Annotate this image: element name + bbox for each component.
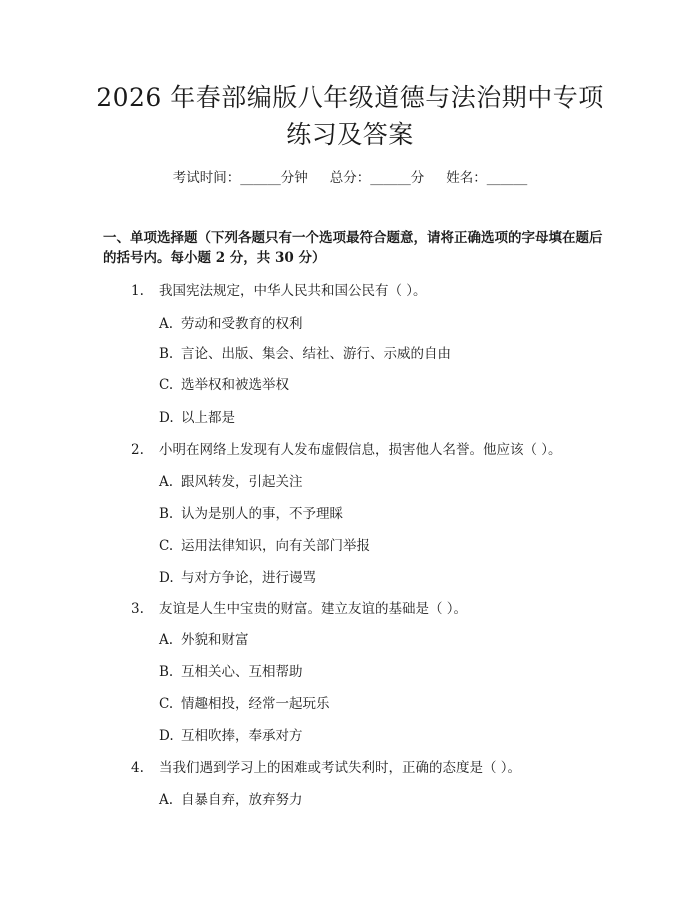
student-name-field: 姓名：______ — [446, 170, 528, 186]
question-3-option-b — [159, 663, 303, 681]
question-number: 2. — [131, 442, 144, 458]
option-label: C. — [159, 538, 174, 554]
option-label: C. — [159, 377, 174, 393]
question-2-option-d — [159, 569, 316, 587]
option-label: A. — [159, 792, 174, 808]
question-1-option-b — [159, 345, 451, 363]
option-text: 外貌和财富 — [181, 632, 249, 648]
option-label: D. — [159, 410, 174, 426]
option-text: 与对方争论，进行谩骂 — [181, 570, 316, 586]
exam-time-field: 考试时间：______分钟 — [172, 170, 308, 186]
option-text: 跟风转发，引起关注 — [181, 474, 303, 490]
option-text: 运用法律知识，向有关部门举报 — [181, 538, 370, 554]
document-title-line-1: 2026 年春部编版八年级道德与法治期中专项 — [96, 83, 604, 112]
option-label: A. — [159, 632, 174, 648]
option-text: 认为是别人的事，不予理睬 — [181, 506, 343, 522]
option-label: A. — [159, 316, 174, 332]
document-title-line-2: 练习及答案 — [286, 120, 414, 149]
option-text: 情趣相投，经常一起玩乐 — [181, 696, 330, 712]
option-text: 互相吹捧，奉承对方 — [181, 728, 303, 744]
question-1-option-a — [159, 315, 303, 333]
question-1-option-c — [159, 376, 289, 394]
question-3-option-d — [159, 727, 303, 745]
question-text: 小明在网络上发现有人发布虚假信息，损害他人名誉。他应该（ ）。 — [159, 442, 562, 458]
option-text: 劳动和受教育的权利 — [181, 316, 303, 332]
question-1 — [131, 282, 427, 300]
question-text: 友谊是人生中宝贵的财富。建立友谊的基础是（ ）。 — [159, 601, 468, 617]
section-heading-single-choice: 一、单项选择题（下列各题只有一个选项最符合题意，请将正确选项的字母填在题后的括号内。每小题 2 分，共 30 分） — [103, 230, 603, 266]
question-number: 1. — [131, 283, 144, 299]
question-4-option-a — [159, 791, 303, 809]
question-2 — [131, 441, 562, 459]
question-number: 4. — [131, 760, 144, 776]
question-3 — [131, 600, 467, 618]
question-2-option-a — [159, 473, 303, 491]
option-label: C. — [159, 696, 174, 712]
option-label: A. — [159, 474, 174, 490]
question-1-option-d — [159, 409, 235, 427]
option-label: D. — [159, 570, 174, 586]
question-text: 当我们遇到学习上的困难或考试失利时，正确的态度是（ ）。 — [159, 760, 522, 776]
exam-info-line — [0, 169, 700, 187]
question-number: 3. — [131, 601, 144, 617]
option-label: B. — [159, 506, 174, 522]
option-text: 言论、出版、集会、结社、游行、示威的自由 — [181, 346, 451, 362]
option-label: B. — [159, 346, 174, 362]
question-2-option-c — [159, 537, 370, 555]
question-3-option-a — [159, 631, 249, 649]
option-text: 自暴自弃，放弃努力 — [181, 792, 303, 808]
option-text: 以上都是 — [181, 410, 235, 426]
option-label: D. — [159, 728, 174, 744]
option-text: 互相关心、互相帮助 — [181, 664, 303, 680]
total-score-field: 总分：______分 — [329, 170, 425, 186]
option-label: B. — [159, 664, 174, 680]
question-4 — [131, 759, 521, 777]
option-text: 选举权和被选举权 — [181, 377, 289, 393]
question-text: 我国宪法规定，中华人民共和国公民有（ ）。 — [159, 283, 427, 299]
question-2-option-b — [159, 505, 343, 523]
question-3-option-c — [159, 695, 330, 713]
